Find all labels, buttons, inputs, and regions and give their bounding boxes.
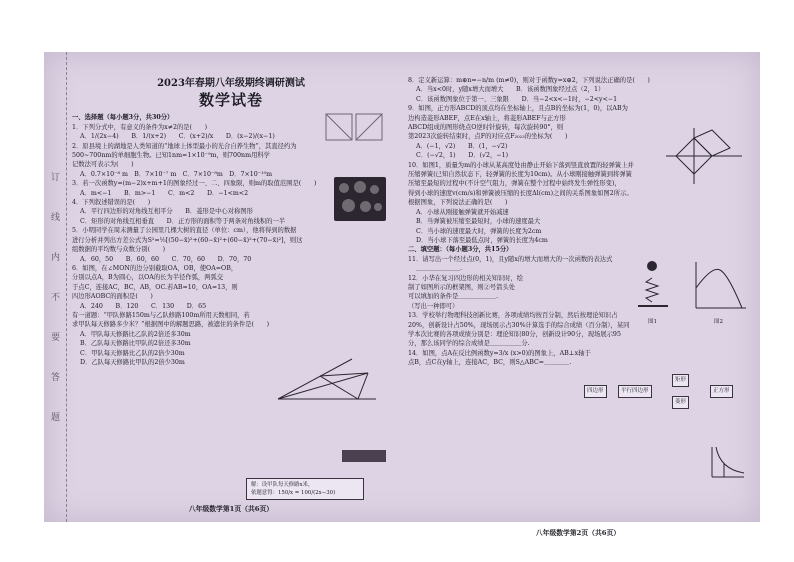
page-1 [72,52,390,522]
page-footer: 八年级数学第1页（共6页） [188,504,274,513]
q14-hyperbola-figure [708,445,746,481]
answer-options: A．240 B．120 C．130 D．65 [80,302,207,310]
flow-node: 矩形 [672,374,689,387]
question-line: 制了如图所示的框架图，则②号箭头处 [408,283,516,291]
decorative-figure [324,112,384,152]
section-heading: 二、填空题：（每小题3分，共15分） [408,246,513,254]
flow-node: 菱形 [672,396,689,409]
flow-node: 四边形 [584,385,607,398]
exam-title: 2023年春期八年级期终调研测试 [157,78,305,89]
question-line: 边构造菱形ABEF，点E在x轴上，将菱形ABEF与正方形 [408,114,566,122]
question-line: 第2023次旋转结束时，点F的对应点F₂₀₂₃的坐标为( ) [408,133,568,141]
margin-label: 内 [49,252,59,261]
margin-label: 要 [49,332,59,341]
cell-icon [374,203,382,211]
cell-icon [360,201,371,212]
page-2 [408,52,748,546]
figure-caption: 图2 [714,319,723,325]
question-line: 压缩至最短的过程中(不计空气阻力，弹簧在整个过程中始终发生弹性形变)， [408,180,621,188]
flow-node: 平行四边形 [618,385,652,398]
answer-options: A．(−1，√2) B．(1，−√2) [416,142,508,150]
question-line: 得到小球的速度v(cm/s)和弹簧被压缩的长度Δl(cm)之间的关系图象如图2所示。 [408,189,633,197]
question-line: 13．学校举行物理科技创新比赛，各项成绩均按百分制，然后按理论知识占 [408,312,618,320]
answer-options: A．60，50 B．60，60 C．70，60 D．70，70 [80,255,252,263]
question-line: 四边形AOBC的面积是( ) [72,293,153,301]
question-line: 3．若一次函数y=(m−2)x+m+1的图象经过一、二、四象限，则m的取值范围是( ) [72,180,317,188]
question-line: 9．如图，正方形ABCD的顶点均在坐标轴上，且点B的坐标为(1，0)，以AB为 [408,105,628,113]
answer-options: C．(−√2，1) D．(√2，−1) [416,152,509,160]
answer-blank: ＿＿＿＿＿＿＿. [416,265,463,273]
flow-node: 正方形 [710,385,733,398]
q9-square-figure [664,126,744,186]
cell-icon [370,185,379,194]
question-line: 20%，创新设计占50%，现场展示占30%计算选手的综合成绩（百分制），某同 [408,321,630,329]
question-line: 进行分析并列出方差公式为S²=⅕[(50−x̄)²+(60−x̄)²+(60−x̄)²+(70−x̄)²]，则这 [72,236,303,244]
margin-label: 线 [49,212,59,221]
answer-options: C．该函数图象位于第一、三象限 D．当−2<x<−1时，−2<y<−1 [416,95,618,103]
exam-sheet [44,52,760,537]
cell-icon [342,199,355,212]
answer-options: B．乙队每天修路比甲队的2倍还多30m [80,340,191,348]
solution-note: 解：设甲队每天修路x米， 依题意得：150/x = 100/(2x−30) [246,478,364,500]
margin-label: 答 [49,372,59,381]
question-line: 1．下列分式中，有意义的条件为x≠2的是( ) [72,123,208,131]
question-line: 点B，点C在y轴上，连接AC，BC，则S△ABC=＿＿＿＿. [408,359,572,367]
cell-icon [354,181,366,193]
question-line: 5．小明同学在周末测量了公园里几棵大树的直径（单位：cm），他将得到的数据 [72,227,297,235]
answer-options: A．当x<0时，y随x增大而增大 B．该函数图象经过点（2，1） [416,86,605,94]
question-line: 组数据的平均数与众数分别( ) [72,246,166,254]
question-line: 14．如图，点A在反比例函数y=3/x (x>0)的图象上，AB⊥x轴于 [408,349,591,357]
spring-figure-1 [632,258,688,318]
question-line: 500~700nm的单细胞生物。已知1nm=1×10⁻⁹m，则700nm用科学 [72,152,270,160]
question-line: 压缩弹簧(已知自然状态下，轻弹簧的长度为10cm)。从小球刚接触弹簧到将弹簧 [408,171,632,179]
question-line: 根据图象，下列说法正确的是( ) [408,199,508,207]
answer-options: D．乙队每天修路比甲队的2倍少30m [80,358,185,366]
question-line: 分别以点A，B为圆心，以OA的长为半径作弧，两弧交 [72,274,224,282]
answer-options: D．当小球下落至最低点时，弹簧的长度为4cm [416,236,548,244]
question-line: 10．如图1，质量为m的小球从某高度处由静止开始下落到竖直放置的轻弹簧上并 [408,161,634,169]
answer-options: C．矩形的对角线互相垂直 D．正方形的面积等于两条对角线积的一半 [80,217,286,225]
subject-title: 数学试卷 [198,91,263,109]
page-footer: 八年级数学第2页（共6页） [535,528,621,537]
cell-photo [334,177,386,221]
question-line: 6．如图，在∠MON的边分别截取OA，OB，使OA=OB， [72,264,238,272]
figure-caption: 图1 [648,319,657,325]
margin-label: 不 [49,292,59,301]
answer-options: A．小球从刚接触弹簧就开始减速 [416,208,509,216]
answer-options: C．当小球的速度最大时，弹簧的长度为2cm [416,227,542,235]
question-line: ABCD组成的图形绕点O逆时针旋转，每次旋转90°，则 [408,124,564,132]
cell-icon [339,183,349,193]
question-line: 8．定义新运算：m⊕n=−n/m (m≠0)，则对于函数y=x⊕2，下列说法正确的是( ) [408,77,650,84]
answer-options: A．0.7×10⁻⁸ m B．7×10⁻⁷ m C．7×10⁻⁸m D．7×10⁻¹⁰m [80,170,273,178]
answer-options: A．甲队每天修路比乙队的2倍还多30m [80,330,191,338]
velocity-graph-figure-2 [690,258,748,318]
question-line: 12．小华在复习四边形的相关知识时，绘 [408,274,524,282]
question-line: 可以填加的条件是＿＿＿＿＿＿. [408,293,499,301]
question-line: 4．下列叙述错误的是( ) [72,199,151,207]
answer-options: A．1/(2x−4) B．1/(x+2) C．(x+2)/x D．(x−2)/(x−1) [80,133,275,141]
question-line: 求甲队每天修路多少米？”根据图中的解题思路，被遮住的条件是( ) [72,321,270,329]
q6-angle-figure [272,355,382,405]
section-heading: 一、选择题（每小题3分，共30分） [72,114,174,122]
question-line: 11．请写出一个经过点(0，1)，且y随x的增大而增大的一次函数的表达式 [408,255,613,263]
margin-label: 题 [49,412,59,421]
answer-options: A．m<−1 B．m>−1 C．m<2 D．−1<m<2 [80,189,249,197]
question-line: 于点C，连接AC，BC，AB，OC.若AB=10，OA=13，则 [72,283,238,291]
answer-options: B．当弹簧被压缩至最短时，小球的速度最大 [416,218,541,226]
margin-label: 订 [49,172,59,181]
concealed-condition [342,450,386,462]
answer-options: C．甲队每天修路比乙队的2倍少30m [80,349,185,357]
answer-options: A．平行四边形的对角线互相平分 B．菱形是中心对称图形 [80,208,253,216]
question-line: 分，那么该同学的综合成绩是＿＿＿＿＿分. [408,340,530,348]
binding-margin [44,52,67,522]
question-line: 有一道题：“甲队修路150m与乙队修路100m所用天数相同，若 [72,311,250,319]
question-line: 2．原县境上的湖地是人类知道的“地球上体型最小的光合自养生物”，其直径约为 [72,142,297,150]
question-line: 学本次比赛的各项成绩分别是：理论知识80分，创新设计90分，现场展示95 [408,330,621,338]
question-line: 记数法可表示为( ) [72,161,134,169]
question-line: （写出一种即可） [408,302,459,310]
